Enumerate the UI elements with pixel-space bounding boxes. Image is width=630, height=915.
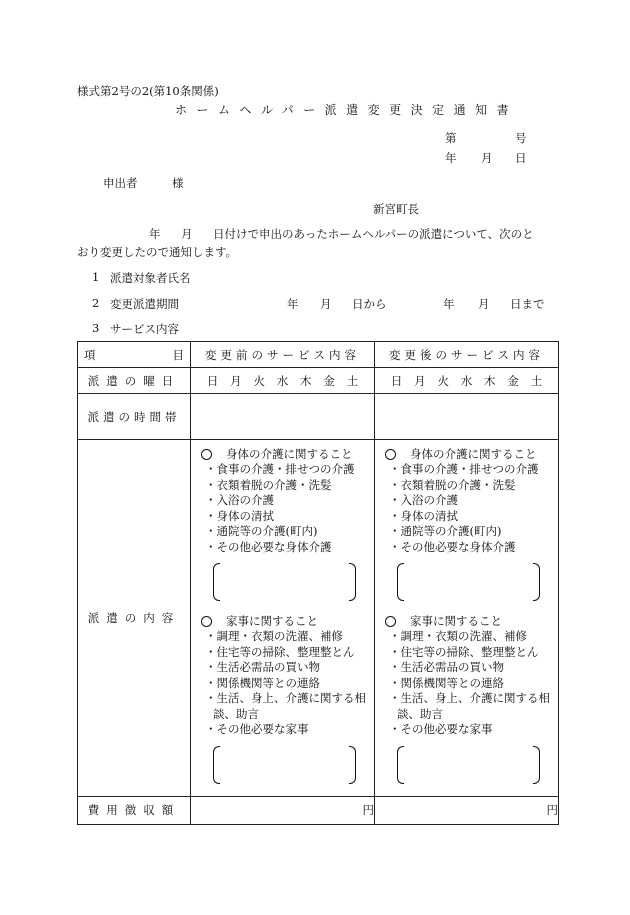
list-item: ・衣類着脱の介護・洗髪: [205, 477, 332, 492]
list-item: ・衣類着脱の介護・洗髪: [389, 477, 516, 492]
list-item: ・その他必要な身体介護: [389, 539, 516, 554]
circle-icon: [385, 449, 396, 460]
list-item: ・食事の介護・排せつの介護: [389, 462, 539, 476]
item-3-num: 3: [92, 321, 100, 335]
item-2-label: 変更派遣期間: [110, 297, 179, 311]
day-after-mon: 月: [414, 373, 426, 388]
time-after-cell: [375, 394, 559, 440]
period-to-year: 年: [443, 297, 455, 311]
list-item: ・住宅等の掃除、整理整とん: [205, 644, 355, 659]
days-after-cell: [375, 368, 559, 394]
addressee-label: 申出者: [103, 176, 138, 190]
list-item: ・調理・衣類の洗濯、補修: [389, 629, 527, 643]
date-year: 年: [445, 151, 457, 165]
day-after-wed: 水: [460, 373, 473, 388]
service-table: [77, 341, 559, 825]
day-before-sat: 土: [346, 373, 359, 388]
list-item: ・身体の清拭: [205, 508, 274, 523]
after-house-bracket: [397, 746, 540, 784]
day-after-sat: 土: [530, 373, 543, 388]
item-2-num: 2: [92, 296, 100, 310]
table-header-row: [78, 342, 559, 368]
day-after-tue: 火: [437, 373, 449, 388]
list-item: ・入浴の介護: [205, 493, 274, 507]
day-after-fri: 金: [507, 373, 519, 388]
days-before-cell: [191, 368, 375, 394]
content-label: 派遣の内容: [78, 440, 191, 797]
content-before-cell: [191, 440, 375, 797]
period-from-year: 年: [287, 297, 299, 311]
period-to-day: 日まで: [510, 297, 545, 311]
issuer-name: 新宮町長: [373, 202, 419, 216]
list-item: ・身体の清拭: [389, 508, 458, 523]
list-item: ・生活必需品の買い物: [389, 660, 504, 674]
day-before-mon: 月: [230, 373, 242, 388]
form-number: 様式第2号の2(第10条関係): [77, 84, 219, 98]
before-house-head: 家事に関すること: [199, 613, 374, 629]
item-3-label: サービス内容: [110, 322, 179, 336]
fee-after-yen: 円: [375, 796, 559, 824]
period-from-month: 月: [320, 297, 332, 311]
list-item: ・関係機関等との連絡: [205, 675, 320, 690]
content-after-cell: [375, 440, 559, 797]
circle-icon: [201, 616, 212, 627]
document-title: ホームヘルパー派遣変更決定通知書: [175, 103, 519, 117]
body-line1-rest: 日付けで申出のあったホームヘルパーの派遣について、次のと: [213, 227, 534, 241]
list-item: ・生活、身上、介護に関する相談、助言: [205, 691, 366, 721]
before-house-bracket: [213, 746, 356, 784]
list-item: ・調理・衣類の洗濯、補修: [205, 629, 343, 643]
list-item: ・通院等の介護(町内): [389, 524, 502, 538]
day-before-sun: 日: [206, 373, 219, 388]
day-before-fri: 金: [323, 373, 335, 388]
row-content: [78, 440, 559, 797]
day-before-thu: 木: [300, 373, 312, 388]
period-from-day: 日から: [352, 297, 387, 311]
list-item: ・その他必要な身体介護: [205, 539, 332, 554]
body-line2: おり変更したので通知します。: [77, 245, 238, 259]
list-item: ・その他必要な家事: [205, 722, 309, 736]
body-month: 月: [181, 227, 193, 241]
time-label: 派遣の時間帯: [78, 394, 191, 440]
header-item-left: 項: [84, 347, 96, 362]
circle-icon: [385, 616, 396, 627]
before-body-head: 身体の介護に関すること: [199, 446, 374, 462]
circle-icon: [201, 449, 212, 460]
list-item: ・その他必要な家事: [389, 722, 493, 736]
after-body-head: 身体の介護に関すること: [383, 446, 558, 462]
list-item: ・住宅等の掃除、整理整とん: [389, 644, 539, 659]
list-item: ・生活必需品の買い物: [205, 660, 320, 674]
doc-number-dai: 第: [445, 131, 457, 145]
list-item: ・食事の介護・排せつの介護: [205, 462, 355, 476]
day-before-wed: 水: [276, 373, 289, 388]
doc-number-go: 号: [515, 131, 527, 145]
day-after-thu: 木: [484, 373, 496, 388]
day-after-sun: 日: [390, 373, 403, 388]
list-item: ・生活、身上、介護に関する相談、助言: [389, 691, 550, 721]
row-time: [78, 394, 559, 440]
header-item-right: 目: [172, 347, 184, 362]
date-day: 日: [515, 151, 527, 165]
row-days: [78, 368, 559, 394]
header-after: 変更後のサービス内容: [375, 342, 559, 368]
header-before: 変更前のサービス内容: [191, 342, 375, 368]
day-before-tue: 火: [253, 373, 265, 388]
after-house-head: 家事に関すること: [383, 613, 558, 629]
header-item-cell: [78, 342, 191, 368]
list-item: ・関係機関等との連絡: [389, 675, 504, 690]
days-label: 派遣の曜日: [78, 368, 191, 394]
fee-before-yen: 円: [191, 796, 375, 824]
after-body-bracket: [397, 563, 540, 601]
period-to-month: 月: [478, 297, 490, 311]
date-month: 月: [481, 151, 493, 165]
list-item: ・入浴の介護: [389, 493, 458, 507]
fee-label: 費用徴収額: [78, 796, 191, 824]
row-fee: [78, 796, 559, 824]
before-body-bracket: [213, 563, 356, 601]
time-before-cell: [191, 394, 375, 440]
body-year: 年: [149, 227, 161, 241]
list-item: ・通院等の介護(町内): [205, 524, 318, 538]
item-1-num: 1: [92, 270, 100, 284]
item-1-label: 派遣対象者氏名: [110, 271, 191, 285]
addressee-sama: 様: [172, 176, 184, 190]
